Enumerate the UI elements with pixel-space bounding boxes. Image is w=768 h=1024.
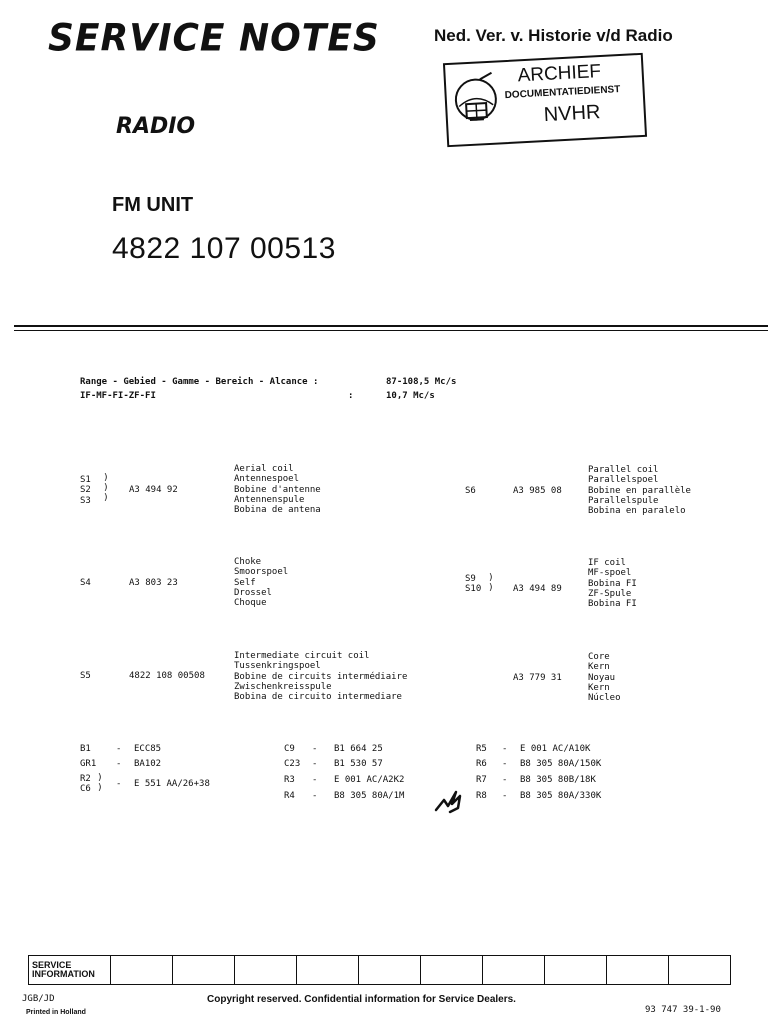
spec-range-value: 87-108,5 Mc/s [386,377,457,387]
part-id-list: S9 S10 [465,574,482,595]
grid-cell [421,956,483,985]
part-id: S5 [80,671,91,681]
part-description: IF coil MF-spoel Bobina FI ZF-Spule Bobina FI [588,558,637,610]
part-code: A3 779 31 [513,673,562,683]
component-value: E 001 AC/A10K [520,744,591,754]
part-description: Choke Smoorspoel Self Drossel Choque [234,557,289,609]
part-code: A3 494 92 [129,485,178,495]
component-dash: - [116,744,122,754]
archive-stamp [443,53,647,147]
component-dash: - [312,775,318,785]
part-id: S6 [465,486,476,496]
component-ref: R7 [476,775,487,785]
component-dash: - [116,779,122,789]
component-ref: R4 [284,791,295,801]
copyright-notice: Copyright reserved. Confidential information for Service Dealers. [207,994,516,1005]
organization-subtitle: Ned. Ver. v. Historie v/d Radio [434,26,673,45]
printed-in: Printed in Holland [26,1009,86,1016]
initials: JGB/JD [22,994,55,1004]
grid-cell [483,956,545,985]
radio-tower-logo-icon [451,68,500,136]
service-information-label: SERVICE INFORMATION [29,956,111,985]
part-id-list: S1 S2 S3 [80,475,91,506]
grid-cell [607,956,669,985]
unit-code: 4822 107 00513 [112,232,336,265]
part-description: Core Kern Noyau Kern Núcleo [588,652,621,704]
brace-icon: ) ) [98,773,102,793]
component-value: B8 305 80B/18K [520,775,596,785]
component-ref: R2 C6 [80,774,91,795]
grid-cell [235,956,297,985]
component-value: B1 664 25 [334,744,383,754]
service-information-grid [28,955,731,985]
part-code: 4822 108 00508 [129,671,205,681]
grid-cell [297,956,359,985]
component-dash: - [502,775,508,785]
component-ref: C23 [284,759,301,769]
brace-icon: ) ) ) [104,473,108,503]
spec-if-label: IF-MF-FI-ZF-FI [80,391,156,401]
component-ref: C9 [284,744,295,754]
spec-if-separator: : [348,391,354,401]
unit-name: FM UNIT [112,194,194,216]
component-value: BA102 [134,759,162,769]
brand-title: SERVICE NOTES [48,16,380,61]
component-ref: R5 [476,744,487,754]
component-dash: - [312,791,318,801]
component-value: E 001 AC/A2K2 [334,775,405,785]
component-dash: - [312,744,318,754]
grid-cell [669,956,731,985]
component-value: B1 530 57 [334,759,383,769]
part-code: A3 985 08 [513,486,562,496]
component-dash: - [502,759,508,769]
divider-rule [14,330,768,331]
spec-if-value: 10,7 Mc/s [386,391,435,401]
grid-cell [359,956,421,985]
component-value: B8 305 80A/330K [520,791,602,801]
brace-icon: ) ) [489,573,493,593]
component-value: E 551 AA/26+38 [134,779,210,789]
grid-cell [111,956,173,985]
component-dash: - [502,791,508,801]
grid-cell [545,956,607,985]
component-value: B8 305 80A/150K [520,759,602,769]
signature-mark-icon [434,786,464,814]
part-description: Parallel coil Parallelspoel Bobine en parallèle Parallelspule Bobina en paralelo [588,465,691,517]
part-id: S4 [80,578,91,588]
component-dash: - [312,759,318,769]
component-value: B8 305 80A/1M [334,791,405,801]
component-ref: GR1 [80,759,97,769]
component-ref: B1 [80,744,91,754]
component-ref: R6 [476,759,487,769]
part-description: Intermediate circuit coil Tussenkringspoel Bobine de circuits intermédiaire Zwischenkreisspule Bobina de circuito intermediare [234,651,408,703]
divider-rule [14,325,768,327]
spec-range-label: Range - Gebied - Gamme - Bereich - Alcance : [80,377,319,387]
stamp-documentatiedienst: DOCUMENTATIEDIENST [504,84,621,102]
component-ref: R3 [284,775,295,785]
component-value: ECC85 [134,744,162,754]
category-label: RADIO [116,114,196,139]
component-dash: - [502,744,508,754]
part-description: Aerial coil Antennespoel Bobine d'antenne Antennenspule Bobina de antena [234,464,321,516]
component-dash: - [116,759,122,769]
part-code: A3 494 89 [513,584,562,594]
part-code: A3 803 23 [129,578,178,588]
stamp-archief: ARCHIEF [517,61,602,87]
component-ref: R8 [476,791,487,801]
stamp-nvhr: NVHR [543,101,601,127]
document-number: 93 747 39-1-90 [645,1005,721,1015]
grid-cell [173,956,235,985]
